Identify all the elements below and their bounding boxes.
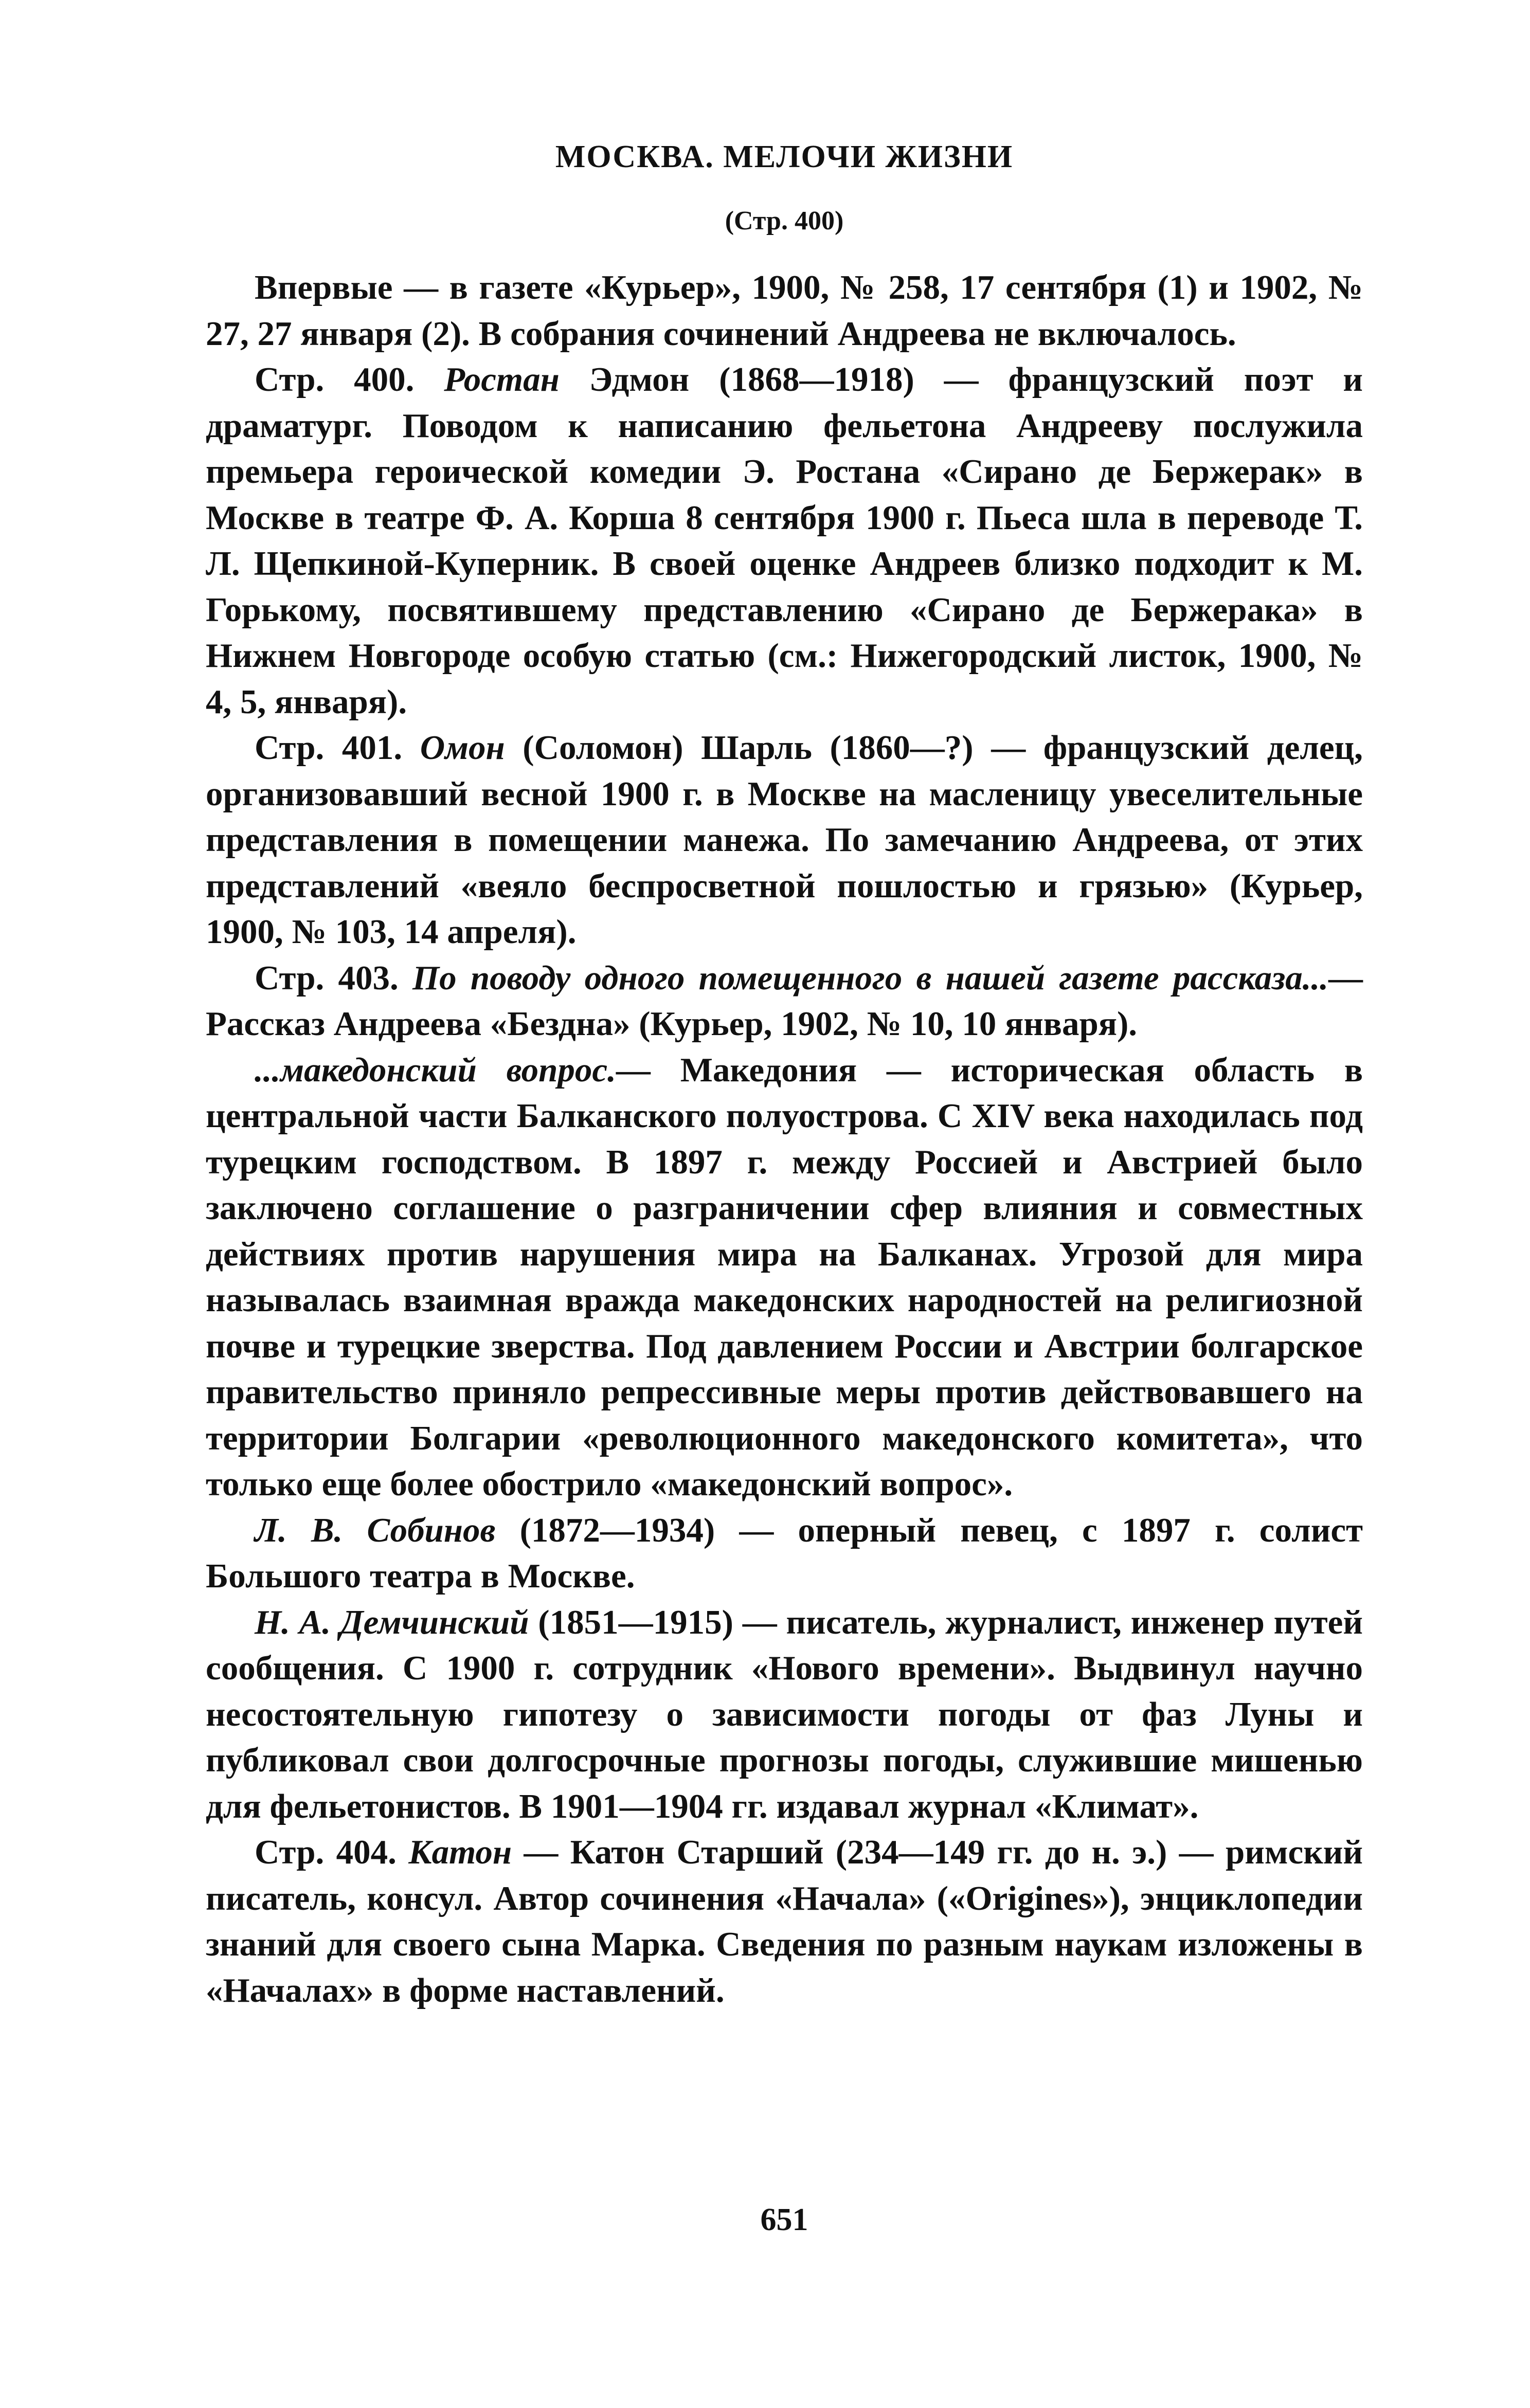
commentary-paragraph [206, 955, 1363, 1047]
paragraph-text: Стр. 401. [255, 729, 420, 767]
italic-term: Ростан [444, 360, 560, 399]
italic-term: Катон [408, 1833, 512, 1871]
commentary-paragraph [206, 1047, 1363, 1508]
paragraph-text: (1851—1915) — писатель, журналист, инженер путей сообщения. С 1900 г. сотрудник «Нового времени». Выдвинул научно несостоятельную гипотезу о зависимости погоды от фаз Луны и публиковал свои долгосрочные прогнозы погоды, служившие мишенью для фельетонистов. В 1901—1904 гг. издавал журнал «Климат». [206, 1603, 1363, 1825]
paragraph-text: — Македония — историческая область в центральной части Балканского полуострова. С XIV века находилась под турецким господством. В 1897 г. между Россией и Австрией было заключено соглашение о разграничении сфер влияния и совместных действиях против нарушения мира на Балканах. Угрозой для мира называлась взаимная вражда македонских народностей на религиозной почве и турецкие зверства. Под давлением России и Австрии болгарское правительство приняло репрессивные меры против действовавшего на территории Болгарии «революционного македонского комитета», что только еще более обострило «македонский вопрос». [206, 1051, 1363, 1503]
paragraph-text: — Рассказ Андреева «Бездна» (Курьер, 1902, № 10, 10 января). [206, 958, 1363, 1043]
italic-term: Л. В. Собинов [255, 1511, 496, 1549]
paragraph-text: Стр. 404. [255, 1833, 409, 1871]
commentary-paragraph [206, 1508, 1363, 1600]
paragraph-text: Стр. 403. [255, 958, 412, 997]
book-page [206, 0, 1363, 2408]
italic-term: По поводу одного помещенного в нашей газете рассказа... [412, 958, 1328, 997]
commentary-paragraph [206, 357, 1363, 725]
commentary-paragraph [206, 1600, 1363, 1830]
paragraph-text: Эдмон (1868—1918) — французский поэт и драматург. Поводом к написанию фельетона Андрееву послужила премьера героической комедии Э. Ростана «Сирано де Бержерак» в Москве в театре Ф. А. Корша 8 сентября 1900 г. Пьеса шла в переводе Т. Л. Щепкиной-Куперник. В своей оценке Андреев близко подходит к М. Горькому, посвятившему представлению «Сирано де Бержерака» в Нижнем Новгороде особую статью (см.: Нижегородский листок, 1900, № 4, 5, января). [206, 360, 1363, 721]
section-title: МОСКВА. МЕЛОЧИ ЖИЗНИ [555, 139, 1014, 174]
paragraph-text: Впервые — в газете «Курьер», 1900, № 258, 17 сентября (1) и 1902, № 27, 27 января (2). В собрания сочинений Андреева не включалось. [206, 268, 1363, 353]
italic-term: Омон [420, 729, 505, 767]
italic-term: Н. А. Демчинский [255, 1603, 529, 1641]
page-number: 651 [760, 2202, 808, 2237]
paragraph-text: Стр. 400. [255, 360, 444, 399]
paragraph-text: (1872—1934) — оперный певец, с 1897 г. солист Большого театра в Москве. [206, 1511, 1363, 1595]
italic-term: ...македонский вопрос. [255, 1051, 616, 1089]
commentary-paragraph [206, 725, 1363, 955]
commentary-paragraph [206, 265, 1363, 357]
paragraph-text: — Катон Старший (234—149 гг. до н. э.) — римский писатель, консул. Автор сочинения «Начала» («Origines»), энциклопедии знаний для своего сына Марка. Сведения по разным наукам изложены в «Началах» в форме наставлений. [206, 1833, 1363, 2009]
commentary-paragraph [206, 1830, 1363, 2014]
section-page-reference: (Стр. 400) [725, 206, 844, 236]
paragraph-text: (Соломон) Шарль (1860—?) — французский делец, организовавший весной 1900 г. в Москве на масленицу увеселительные представления в помещении манежа. По замечанию Андреева, от этих представлений «веяло беспросветной пошлостью и грязью» (Курьер, 1900, № 103, 14 апреля). [206, 729, 1363, 951]
commentary-body [206, 265, 1363, 2014]
